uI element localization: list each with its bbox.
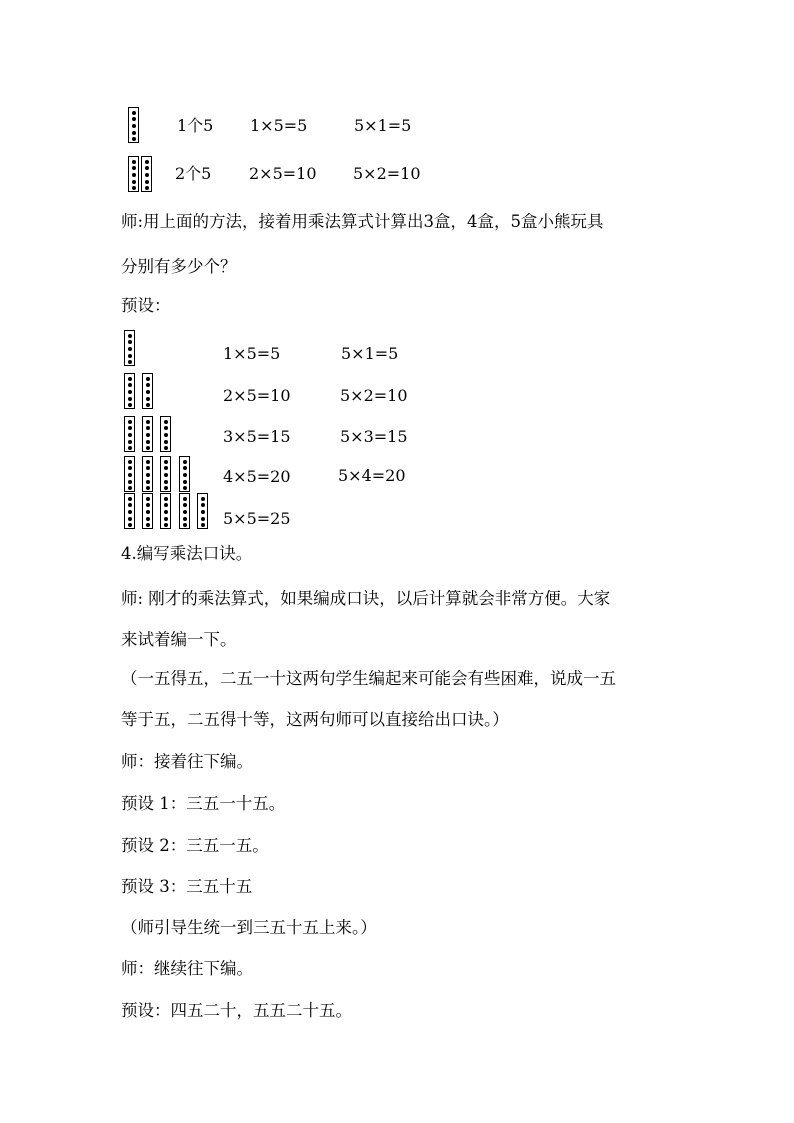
teacher-prompt-line1: 师:用上面的方法，接着用乘法算式计算出3盒，4盒，5盒小熊玩具 — [121, 212, 604, 231]
dot-box — [160, 493, 171, 529]
equation: 5×4=20 — [338, 466, 406, 485]
dot-box — [124, 416, 135, 452]
equation: 5×3=15 — [340, 427, 408, 446]
dot-box — [179, 456, 190, 492]
equation: 1×5=5 — [223, 344, 281, 363]
equation: 5×1=5 — [354, 116, 412, 135]
teacher-prompt-line2: 分别有多少个？ — [121, 257, 237, 276]
equation: 5×5=25 — [223, 509, 291, 528]
equation: 4×5=20 — [223, 467, 291, 486]
dot-box — [124, 493, 135, 529]
preset-line: 预设 3：三五十五 — [121, 877, 253, 896]
dot-box — [142, 373, 153, 409]
count-label: 2个5 — [175, 164, 212, 183]
teacher-prompt-line1: 师: 刚才的乘法算式，如果编成口诀，以后计算就会非常方便。大家 — [121, 589, 611, 608]
dot-box — [197, 493, 208, 529]
equation: 5×2=10 — [340, 386, 408, 405]
dot-box — [179, 493, 190, 529]
preset-line: 预设 2：三五一五。 — [121, 836, 269, 855]
preset-line: 预设 1：三五一十五。 — [121, 794, 286, 813]
preset-label: 预设： — [121, 296, 171, 315]
section-heading: 4.编写乘法口诀。 — [121, 544, 253, 563]
equation: 1×5=5 — [250, 116, 308, 135]
dot-box — [128, 107, 139, 143]
teacher-instruction: 师：继续往下编。 — [121, 959, 253, 978]
equation: 2×5=10 — [223, 386, 291, 405]
dot-box — [142, 456, 153, 492]
teacher-prompt-line2: 来试着编一下。 — [121, 630, 237, 649]
note-line: （师引导生统一到三五十五上来。） — [121, 918, 377, 937]
dot-box — [141, 156, 152, 192]
equation: 3×5=15 — [223, 427, 291, 446]
teacher-instruction: 师：接着往下编。 — [121, 752, 253, 771]
equation: 2×5=10 — [249, 164, 317, 183]
dot-box — [124, 456, 135, 492]
dot-box — [142, 493, 153, 529]
preset-line: 预设：四五二十，五五二十五。 — [121, 1001, 352, 1020]
equation: 5×1=5 — [341, 344, 399, 363]
count-label: 1个5 — [177, 116, 214, 135]
dot-box — [124, 330, 135, 366]
dot-box — [128, 156, 139, 192]
equation: 5×2=10 — [353, 164, 421, 183]
note-line2: 等于五，二五得十等，这两句师可以直接给出口诀。） — [121, 710, 509, 729]
dot-box — [142, 416, 153, 452]
dot-box — [124, 373, 135, 409]
dot-box — [160, 416, 171, 452]
dot-box — [160, 456, 171, 492]
note-line1: （一五得五，二五一十这两句学生编起来可能会有些困难，说成一五 — [121, 669, 616, 688]
